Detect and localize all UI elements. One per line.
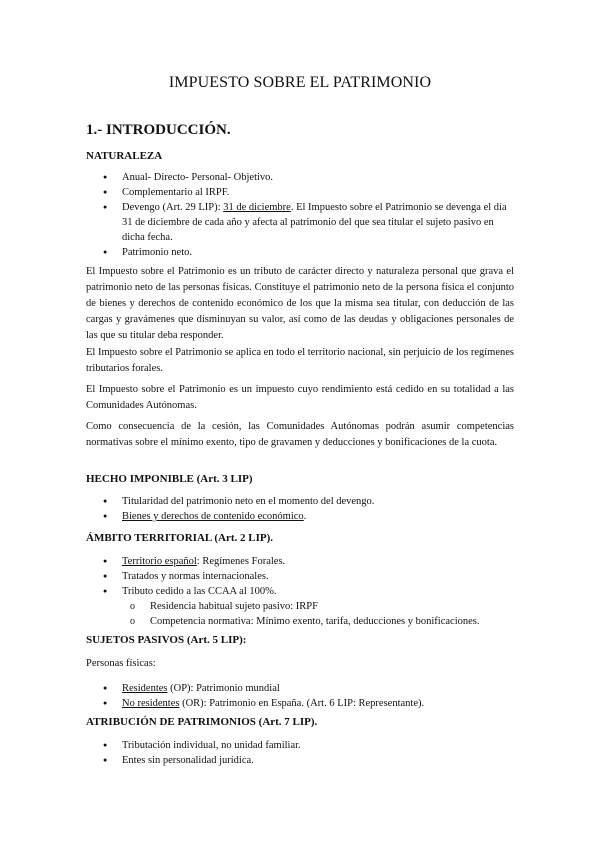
list-item <box>86 245 514 260</box>
heading-ambito-territorial: ÁMBITO TERRITORIAL (Art. 2 LIP). <box>86 532 274 544</box>
list-item-text: Complementario al IRPF. <box>122 187 230 198</box>
list-item-text: : Regímenes Forales. <box>196 556 286 567</box>
list-item <box>86 696 514 711</box>
section-heading-introduccion: 1.- INTRODUCCIÓN. <box>86 122 231 138</box>
list-item-text: Tributación individual, no unidad familiar. <box>122 740 301 751</box>
atribucion-list <box>86 738 514 768</box>
underlined-text: Residentes <box>122 683 168 694</box>
list-item-text: Devengo (Art. 29 LIP): <box>122 202 224 213</box>
list-item-text: Competencia normativa: Mínimo exento, tarifa, deducciones y bonificaciones. <box>150 616 480 627</box>
list-item <box>86 738 514 753</box>
sublist-item <box>86 599 514 614</box>
document-title: IMPUESTO SOBRE EL PATRIMONIO <box>168 74 432 91</box>
paragraph: El Impuesto sobre el Patrimonio es un tributo de carácter directo y naturaleza personal que grava el patrimonio neto de las personas físicas. Constituye el patrimonio neto de la persona física el conjunto de bienes y derechos de contenido económico de los que la misma sea titular, con deducción de las cargas y gravámenes que disminuyan su valor, así como de las deudas y obligaciones personales de las que su titular deba responder. <box>86 266 514 341</box>
list-item <box>86 569 514 584</box>
list-item <box>86 509 514 524</box>
list-item-text: . <box>303 511 307 522</box>
underlined-text: Bienes y derechos de contenido económico <box>122 511 304 522</box>
heading-hecho-imponible: HECHO IMPONIBLE (Art. 3 LIP) <box>86 473 253 485</box>
list-item <box>86 681 514 696</box>
list-item-text: . El Impuesto sobre el Patrimonio se devenga el día 31 de diciembre de cada año y afecta al patrimonio del que sea titular el sujeto pasivo en dicha fecha. <box>122 202 507 243</box>
list-item-text: (OR): Patrimonio en España. (Art. 6 LIP: Representante). <box>179 698 425 709</box>
ambito-list <box>86 554 514 629</box>
list-item-text: Anual- Directo- Personal- Objetivo. <box>122 172 274 183</box>
heading-sujetos-pasivos: SUJETOS PASIVOS (Art. 5 LIP): <box>86 634 247 646</box>
underlined-text: 31 de diciembre <box>223 202 291 213</box>
hecho-list <box>86 494 514 524</box>
list-item-text: Tributo cedido a las CCAA al 100%. <box>122 586 277 597</box>
paragraph: Como consecuencia de la cesión, las Comunidades Autónomas podrán asumir competencias normativas sobre el mínimo exento, tipo de gravamen y deducciones y bonificaciones de la cuota. <box>86 421 514 448</box>
list-item <box>86 753 514 768</box>
list-item <box>86 200 514 245</box>
list-item <box>86 494 514 509</box>
list-item <box>86 554 514 569</box>
heading-naturaleza: NATURALEZA <box>86 150 163 162</box>
list-item-text: Patrimonio neto. <box>122 247 192 258</box>
sujetos-list <box>86 681 514 711</box>
underlined-text: Territorio español <box>122 556 197 567</box>
heading-atribucion-patrimonios: ATRIBUCIÓN DE PATRIMONIOS (Art. 7 LIP). <box>86 716 318 728</box>
list-item-text: Residencia habitual sujeto pasivo: IRPF <box>150 601 318 612</box>
paragraph: Personas físicas: <box>86 658 156 669</box>
paragraph: El Impuesto sobre el Patrimonio es un impuesto cuyo rendimiento está cedido en su totalidad a las Comunidades Autónomas. <box>86 384 514 411</box>
paragraph: El Impuesto sobre el Patrimonio se aplica en todo el territorio nacional, sin perjuicio de los regímenes tributarios forales. <box>86 347 514 374</box>
list-item <box>86 170 514 185</box>
list-item-text: Entes sin personalidad jurídica. <box>122 755 254 766</box>
list-item-text: (OP): Patrimonio mundial <box>167 683 280 694</box>
underlined-text: No residentes <box>122 698 180 709</box>
ambito-sublist <box>122 599 514 629</box>
list-item-text: Tratados y normas internacionales. <box>122 571 269 582</box>
naturaleza-list <box>86 170 514 260</box>
list-item <box>86 185 514 200</box>
sublist-item <box>86 614 514 629</box>
list-item <box>86 584 514 629</box>
list-item-text: Titularidad del patrimonio neto en el momento del devengo. <box>122 496 375 507</box>
